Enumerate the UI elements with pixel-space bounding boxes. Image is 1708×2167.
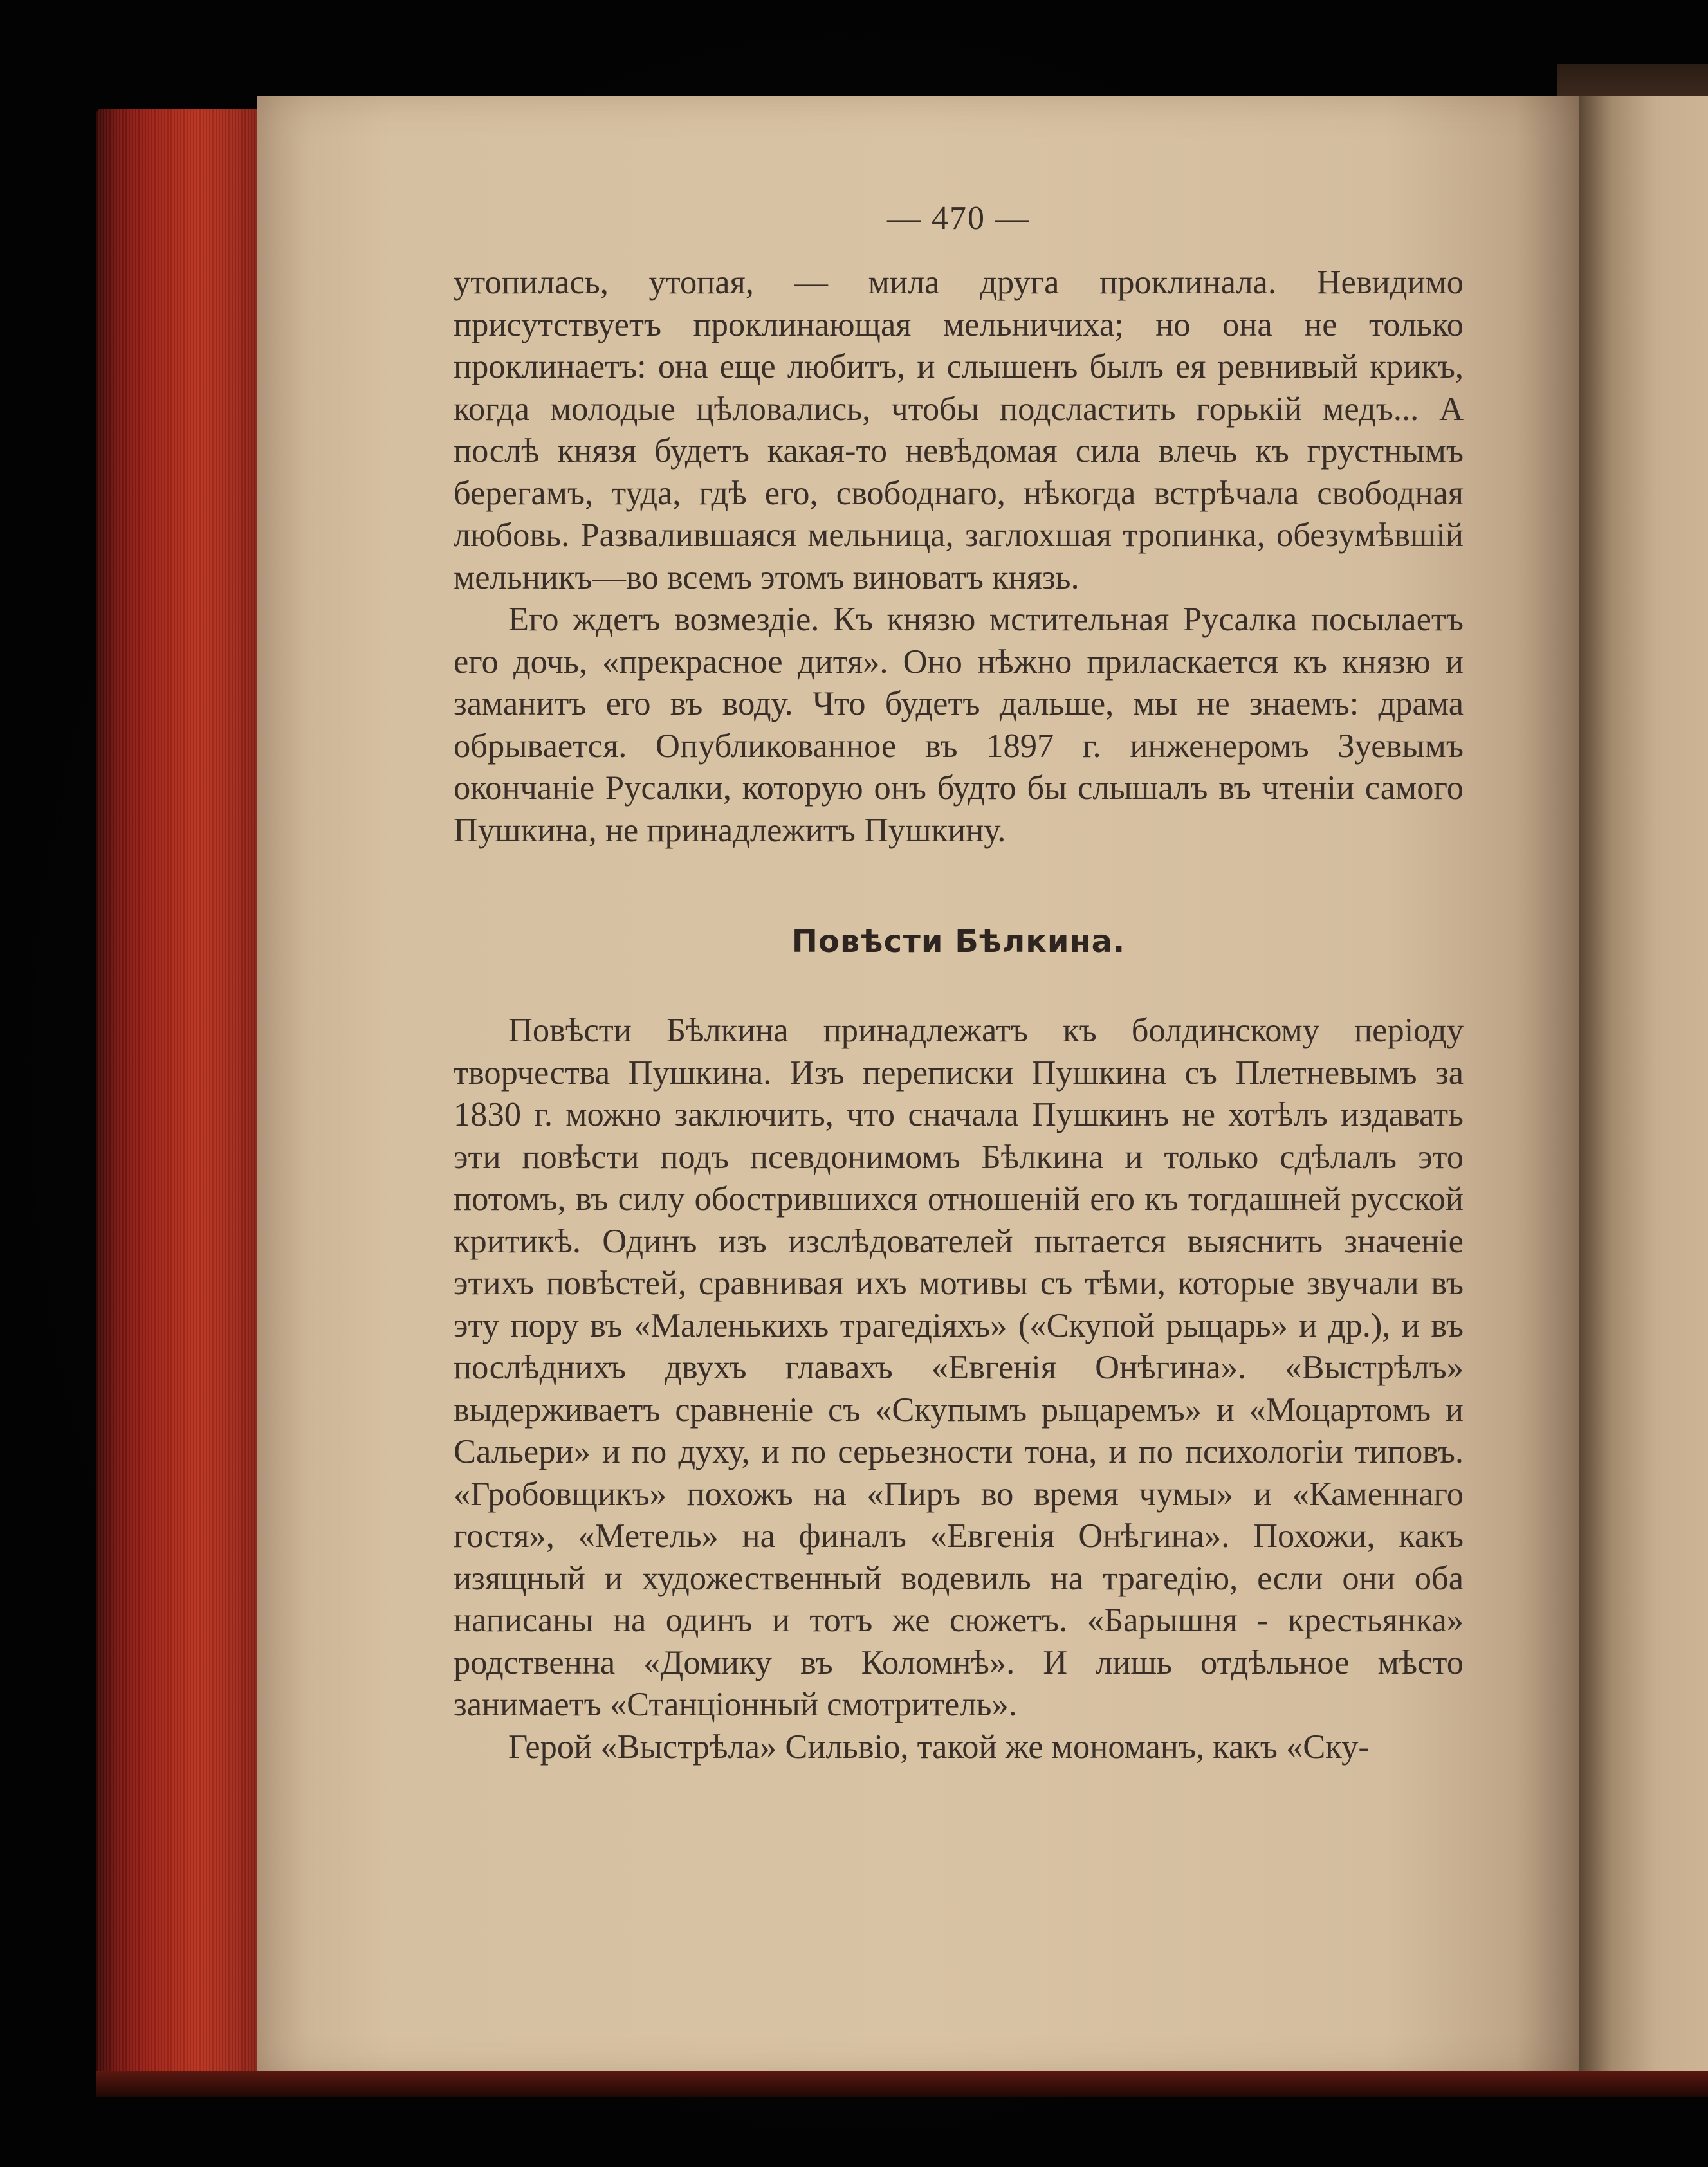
paragraph: утопилась, утопая, — мила друга проклинала. Невидимо присутствуетъ проклинающая мельничиха; но она не только проклинаетъ: она еще любитъ, и слышенъ былъ ея ревнивый крикъ, когда молодые цѣловались, чтобы подсластить горькій медъ... А послѣ князя будетъ какая-то невѣдомая сила влечь къ грустнымъ берегамъ, туда, гдѣ его, свободнаго, нѣкогда встрѣчала свободная любовь. Развалившаяся мельница, заглохшая тропинка, обезумѣвшій мельникъ—во всемъ этомъ виноватъ князь. [454, 264, 1464, 596]
page-text [454, 199, 1464, 1768]
paragraph: Герой «Выстрѣла» Сильвіо, такой же мономанъ, какъ «Ску- [508, 1728, 1370, 1766]
book-bottom-edge [96, 2071, 1708, 2097]
facing-page-edge [1579, 96, 1708, 2078]
paragraph: Его ждетъ возмездіе. Къ князю мстительная Русалка посылаетъ его дочь, «прекрасное дитя». Оно нѣжно приласкается къ князю и заманитъ его въ воду. Что будетъ дальше, мы не знаемъ: драма обрывается. Опубликованное въ 1897 г. инженеромъ Зуевымъ окончаніе Русалки, которую онъ будто бы слышалъ въ чтеніи самого Пушкина, не принадлежитъ Пушкину. [454, 601, 1464, 849]
paragraph: Повѣсти Бѣлкина принадлежатъ къ болдинскому періоду творчества Пушкина. Изъ переписки Пушкина съ Плетневымъ за 1830 г. можно заключить, что сначала Пушкинъ не хотѣлъ издавать эти повѣсти подъ псевдонимомъ Бѣлкина и только сдѣлалъ это потомъ, въ силу обострившихся отношеній его къ тогдашней русской критикѣ. Одинъ изъ изслѣдователей пытается выяснить значеніе этихъ повѣстей, сравнивая ихъ мотивы съ тѣми, которые звучали въ эту пору въ «Маленькихъ трагедіяхъ» («Скупой рыцарь» и др.), и въ послѣднихъ двухъ главахъ «Евгенія Онѣгина». «Выстрѣлъ» выдерживаетъ сравненіе съ «Скупымъ рыцаремъ» и «Моцартомъ и Сальери» и по духу, и по серьезности тона, и по психологіи типовъ. «Гробовщикъ» похожъ на «Пиръ во время чумы» и «Каменнаго гостя», «Метель» на финалъ «Евгенія Онѣгина». Похожи, какъ изящный и художественный водевиль на трагедію, если они оба написаны на одинъ и тотъ же сюжетъ. «Барышня - крестьянка» родственна «Домику въ Коломнѣ». И лишь отдѣльное мѣсто занимаетъ «Станціонный смотритель». [454, 1012, 1464, 1723]
page-number: — 470 — [887, 200, 1030, 237]
red-page-edges [96, 109, 283, 2090]
section-heading: Повѣсти Бѣлкина. [791, 924, 1126, 960]
